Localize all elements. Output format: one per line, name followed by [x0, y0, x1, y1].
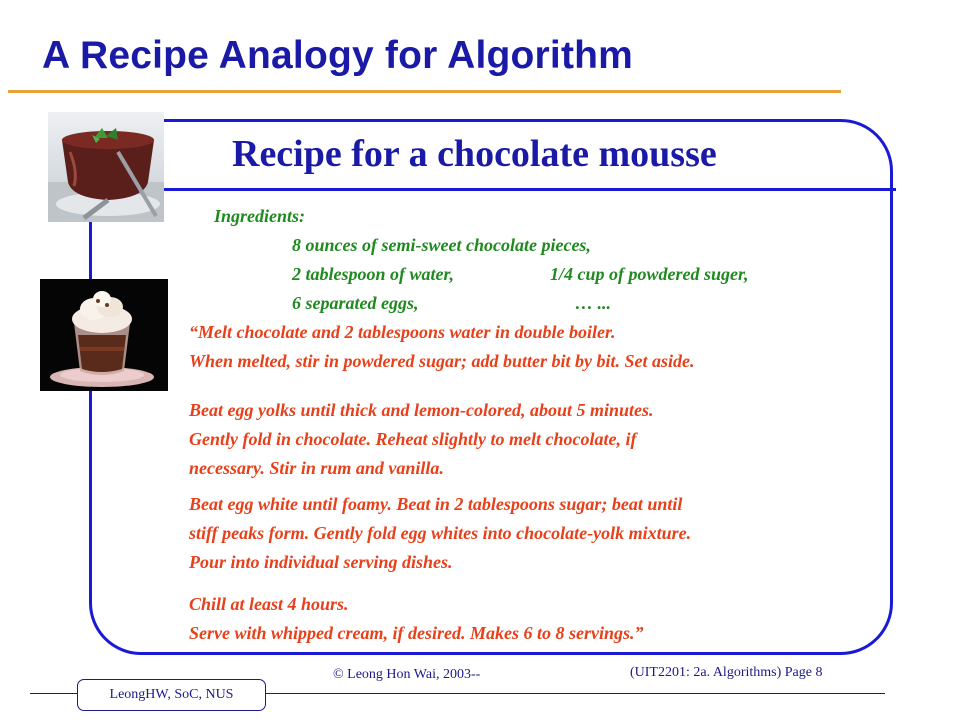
ingredient-chocolate: 8 ounces of semi-sweet chocolate pieces, [292, 235, 591, 255]
slide-title: A Recipe Analogy for Algorithm [42, 34, 634, 77]
ingredients-list [214, 202, 749, 318]
recipe-step-2 [189, 396, 654, 483]
ingredient-row-water-sugar [214, 260, 749, 289]
step-line: Beat egg white until foamy. Beat in 2 tablespoons sugar; beat until [189, 494, 683, 514]
footer-page-ref: (UIT2201: 2a. Algorithms) Page 8 [630, 665, 823, 680]
recipe-heading: Recipe for a chocolate mousse [232, 133, 717, 175]
recipe-step-1 [189, 318, 695, 376]
mousse-cup-photo [40, 279, 168, 391]
step-line: stiff peaks form. Gently fold egg whites into chocolate-yolk mixture. [189, 523, 692, 543]
step-line: “Melt chocolate and 2 tablespoons water in double boiler. [189, 322, 616, 342]
ingredient-ellipsis: … ... [575, 293, 611, 313]
ingredient-eggs: 6 separated eggs, [292, 293, 419, 313]
footer-author-badge: LeongHW, SoC, NUS [77, 679, 266, 711]
step-line: Beat egg yolks until thick and lemon-colored, about 5 minutes. [189, 400, 654, 420]
step-line: Pour into individual serving dishes. [189, 552, 453, 572]
ingredients-label: Ingredients: [214, 206, 306, 226]
step-line: Gently fold in chocolate. Reheat slightly to melt chocolate, if [189, 429, 637, 449]
step-line: Chill at least 4 hours. [189, 594, 349, 614]
ingredient-row-eggs [214, 289, 611, 318]
mousse-glass-photo [48, 112, 164, 222]
footer-copyright: © Leong Hon Wai, 2003-- [333, 667, 481, 682]
step-line: necessary. Stir in rum and vanilla. [189, 458, 444, 478]
recipe-step-3 [189, 490, 691, 577]
recipe-step-4 [189, 590, 643, 648]
step-line: Serve with whipped cream, if desired. Makes 6 to 8 servings.” [189, 623, 644, 643]
recipe-heading-divider [158, 188, 896, 191]
ingredient-water: 2 tablespoon of water, [292, 264, 455, 284]
title-underline [8, 90, 841, 93]
ingredient-sugar: 1/4 cup of powdered suger, [550, 264, 749, 284]
step-line: When melted, stir in powdered sugar; add butter bit by bit. Set aside. [189, 351, 695, 371]
